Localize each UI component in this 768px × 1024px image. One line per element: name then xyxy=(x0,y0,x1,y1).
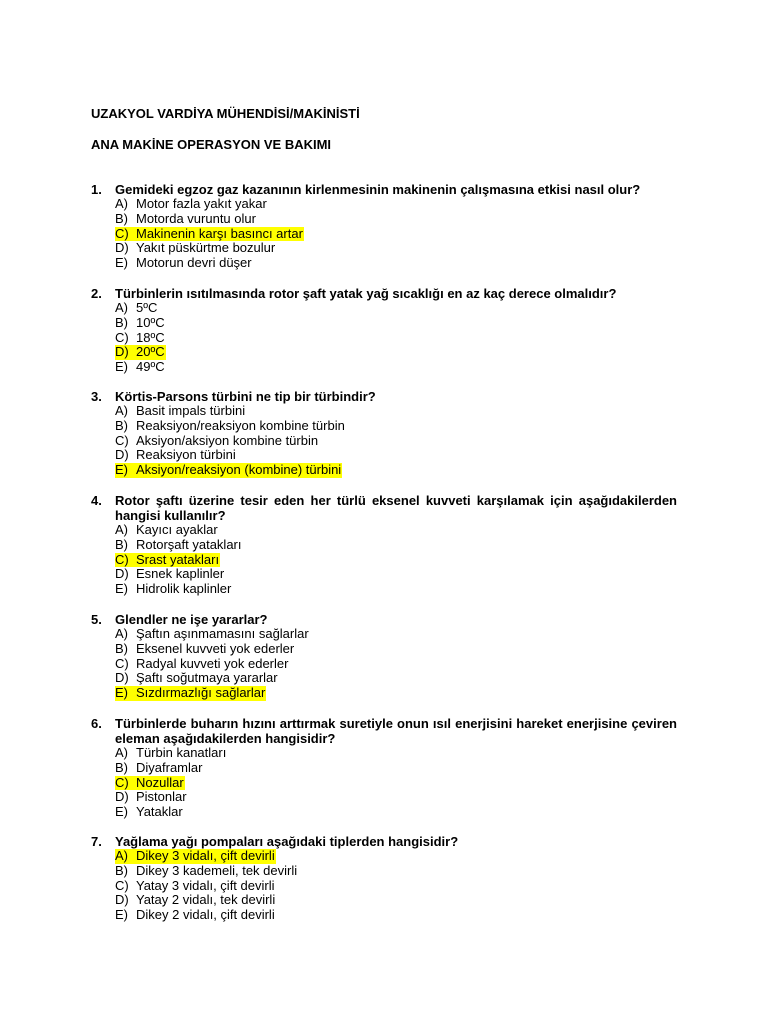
answer-option xyxy=(115,746,677,761)
answer-option xyxy=(115,686,677,701)
option-letter: A) xyxy=(115,196,128,211)
option-text: Dikey 2 vidalı, çift devirli xyxy=(136,907,275,923)
option-text: Şaftın aşınmamasını sağlarlar xyxy=(136,626,309,641)
question-number: 7. xyxy=(91,834,102,849)
answer-option xyxy=(115,301,677,316)
option-text: Esnek kaplinler xyxy=(136,566,225,582)
option-letter: B) xyxy=(115,759,128,775)
question-text: Glendler ne işe yararlar? xyxy=(115,612,268,627)
question-text: Türbinlerde buharın hızını arttırmak suretiyle onun ısıl enerjisini hareket enerjisine çeviren eleman aşağıdakilerden hangisidir? xyxy=(115,716,677,746)
answer-option xyxy=(115,761,677,776)
highlighted-answer xyxy=(115,776,185,791)
option-text: Reaksiyon/reaksiyon kombine türbin xyxy=(136,417,345,433)
answer-option xyxy=(115,523,677,538)
option-text: Diyaframlar xyxy=(136,759,203,775)
question-stem xyxy=(91,493,677,523)
option-letter: C) xyxy=(115,655,129,671)
option-text: Motor fazla yakıt yakar xyxy=(136,196,267,211)
answer-option xyxy=(115,657,677,672)
question-number: 4. xyxy=(91,493,102,508)
answer-option xyxy=(115,538,677,553)
option-text: Eksenel kuvveti yok ederler xyxy=(136,640,295,656)
highlighted-answer xyxy=(115,553,220,568)
option-text: Reaksiyon türbini xyxy=(136,447,236,463)
option-text: Aksiyon/reaksiyon (kombine) türbini xyxy=(136,462,342,478)
option-letter: C) xyxy=(115,329,129,345)
option-letter: D) xyxy=(115,447,129,463)
option-letter: B) xyxy=(115,210,128,226)
answer-option xyxy=(115,227,677,242)
question-4 xyxy=(91,493,677,597)
answer-option xyxy=(115,805,677,820)
option-letter: D) xyxy=(115,240,129,256)
option-text: Motorun devri düşer xyxy=(136,255,252,271)
answer-option xyxy=(115,553,677,568)
option-text: Türbin kanatları xyxy=(136,745,227,760)
option-letter: C) xyxy=(115,774,129,790)
option-letter: C) xyxy=(115,432,129,448)
answer-option xyxy=(115,463,677,478)
question-text: Rotor şaftı üzerine tesir eden her türlü eksenel kuvveti karşılamak için aşağıdakilerden hangisi kullanılır? xyxy=(115,493,677,523)
question-number: 2. xyxy=(91,286,102,301)
option-text: Motorda vuruntu olur xyxy=(136,210,256,226)
option-letter: A) xyxy=(115,403,128,418)
answer-option xyxy=(115,567,677,582)
document-subtitle: ANA MAKİNE OPERASYON VE BAKIMI xyxy=(91,137,332,152)
question-5 xyxy=(91,612,677,701)
option-letter: E) xyxy=(115,581,128,597)
option-letter: C) xyxy=(115,551,129,567)
question-stem xyxy=(91,389,677,404)
answer-option xyxy=(115,360,677,375)
option-letter: A) xyxy=(115,522,128,537)
answer-option xyxy=(115,849,677,864)
question-number: 1. xyxy=(91,182,102,197)
option-text: Srast yatakları xyxy=(136,551,220,567)
answer-option xyxy=(115,212,677,227)
answer-option xyxy=(115,671,677,686)
question-stem xyxy=(91,612,677,627)
highlighted-answer xyxy=(115,463,342,478)
option-text: 49ºC xyxy=(136,359,165,375)
answer-option xyxy=(115,316,677,331)
option-text: Dikey 3 kademeli, tek devirli xyxy=(136,862,298,878)
option-letter: D) xyxy=(115,344,129,360)
answer-option xyxy=(115,434,677,449)
question-7 xyxy=(91,834,677,923)
highlighted-answer xyxy=(115,686,266,701)
question-number: 3. xyxy=(91,389,102,404)
highlighted-answer xyxy=(115,227,304,242)
option-letter: C) xyxy=(115,225,129,241)
question-6 xyxy=(91,716,677,820)
answer-option xyxy=(115,790,677,805)
option-text: Rotorşaft yatakları xyxy=(136,536,242,552)
question-text: Gemideki egzoz gaz kazanının kirlenmesinin makinenin çalışmasına etkisi nasıl olur? xyxy=(115,182,641,197)
document-title: UZAKYOL VARDİYA MÜHENDİSİ/MAKİNİSTİ xyxy=(91,106,360,121)
question-2 xyxy=(91,286,677,375)
option-letter: D) xyxy=(115,892,129,908)
option-letter: E) xyxy=(115,462,128,478)
option-letter: E) xyxy=(115,359,128,375)
option-letter: D) xyxy=(115,566,129,582)
option-letter: C) xyxy=(115,877,129,893)
option-text: 10ºC xyxy=(136,314,165,330)
option-letter: A) xyxy=(115,300,128,315)
answer-option xyxy=(115,331,677,346)
option-letter: E) xyxy=(115,804,128,820)
option-letter: E) xyxy=(115,907,128,923)
option-letter: A) xyxy=(115,626,128,641)
option-letter: E) xyxy=(115,255,128,271)
option-letter: B) xyxy=(115,862,128,878)
highlighted-answer xyxy=(115,345,166,360)
question-stem xyxy=(91,286,677,301)
question-text: Türbinlerin ısıtılmasında rotor şaft yatak yağ sıcaklığı en az kaç derece olmalıdır? xyxy=(115,286,617,301)
question-3 xyxy=(91,389,677,478)
option-text: Nozullar xyxy=(136,774,184,790)
answer-option xyxy=(115,642,677,657)
option-text: 20ºC xyxy=(136,344,165,360)
option-text: 5ºC xyxy=(136,300,158,315)
option-text: Yataklar xyxy=(136,804,183,820)
question-number: 6. xyxy=(91,716,102,731)
option-text: Hidrolik kaplinler xyxy=(136,581,232,597)
question-stem xyxy=(91,716,677,746)
answer-option xyxy=(115,256,677,271)
option-letter: D) xyxy=(115,670,129,686)
answer-option xyxy=(115,908,677,923)
option-text: Aksiyon/aksiyon kombine türbin xyxy=(136,432,319,448)
question-number: 5. xyxy=(91,612,102,627)
answer-option xyxy=(115,776,677,791)
highlighted-answer xyxy=(115,849,276,864)
answer-option xyxy=(115,197,677,212)
option-letter: B) xyxy=(115,314,128,330)
option-letter: D) xyxy=(115,789,129,805)
option-text: Pistonlar xyxy=(136,789,187,805)
question-stem xyxy=(91,834,677,849)
option-text: Makinenin karşı basıncı artar xyxy=(136,225,303,241)
answer-option xyxy=(115,448,677,463)
answer-option xyxy=(115,345,677,360)
answer-option xyxy=(115,893,677,908)
option-text: 18ºC xyxy=(136,329,165,345)
option-text: Yatay 2 vidalı, tek devirli xyxy=(136,892,276,908)
answer-option xyxy=(115,419,677,434)
answer-option xyxy=(115,241,677,256)
option-letter: A) xyxy=(115,848,128,863)
option-text: Yakıt püskürtme bozulur xyxy=(136,240,276,256)
option-text: Dikey 3 vidalı, çift devirli xyxy=(136,848,275,863)
option-letter: E) xyxy=(115,685,128,701)
option-letter: B) xyxy=(115,640,128,656)
answer-option xyxy=(115,404,677,419)
answer-option xyxy=(115,864,677,879)
option-text: Şaftı soğutmaya yararlar xyxy=(136,670,278,686)
answer-option xyxy=(115,582,677,597)
option-text: Yatay 3 vidalı, çift devirli xyxy=(136,877,275,893)
question-stem xyxy=(91,182,677,197)
option-letter: A) xyxy=(115,745,128,760)
question-text: Körtis-Parsons türbini ne tip bir türbindir? xyxy=(115,389,376,404)
question-1 xyxy=(91,182,677,271)
option-letter: B) xyxy=(115,536,128,552)
option-text: Sızdırmazlığı sağlarlar xyxy=(136,685,266,701)
question-text: Yağlama yağı pompaları aşağıdaki tiplerden hangisidir? xyxy=(115,834,459,849)
option-text: Basit impals türbini xyxy=(136,403,246,418)
answer-option xyxy=(115,627,677,642)
option-text: Kayıcı ayaklar xyxy=(136,522,218,537)
option-letter: B) xyxy=(115,417,128,433)
option-text: Radyal kuvveti yok ederler xyxy=(136,655,289,671)
answer-option xyxy=(115,879,677,894)
